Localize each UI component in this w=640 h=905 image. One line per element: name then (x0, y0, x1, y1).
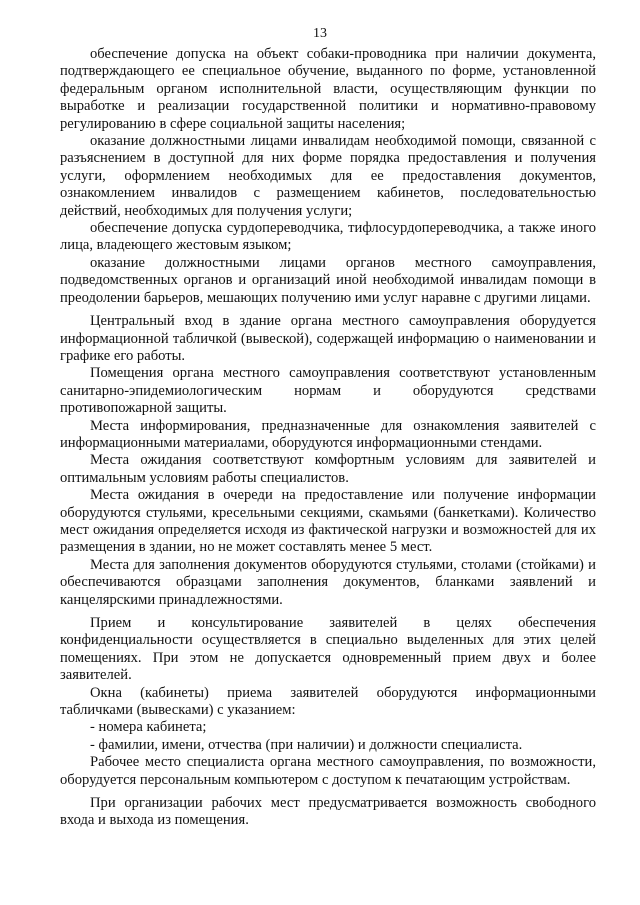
paragraph-reception-consultation: Прием и консультирование заявителей в целях обеспечения конфиденциальности осуществляется в специально выделенных для этих целей помещениях. При этом не допускается одновременный прием двух и более заявителей. (60, 615, 596, 684)
paragraph-reception-windows: Окна (кабинеты) приема заявителей оборудуются информационными табличками (вывесками) с указанием: (60, 684, 596, 719)
list-item-specialist-name: - фамилии, имени, отчества (при наличии) и должности специалиста. (90, 736, 523, 753)
paragraph-entrance-sign: Центральный вход в здание органа местного самоуправления оборудуется информационной табличкой (вывеской), содержащей информацию о наименовании и графике его работы. (60, 313, 596, 364)
list-item-room-number: - номера кабинета; (90, 719, 207, 736)
paragraph-queue-waiting: Места ожидания в очереди на предоставление или получение информации оборудуются стульями, кресельными секциями, скамьями (банкетками). Количество мест ожидания определяется исходя из фактической нагрузки и возможностей для их размещения в здании, но не может составлять менее 5 мест. (60, 487, 596, 556)
paragraph-barrier-assistance: оказание должностными лицами органов местного самоуправления, подведомственных органов и организаций иной необходимой инвалидам помощи в преодолении барьеров, мешающих получению ими услуг наравне с другими лицами. (60, 254, 596, 306)
paragraph-document-filling: Места для заполнения документов оборудуются стульями, столами (стойками) и обеспечиваются образцами заполнения документов, бланками заявлений и канцелярскими принадлежностями. (60, 556, 596, 608)
page-number: 13 (313, 26, 327, 41)
paragraph-sign-language-interpreter: обеспечение допуска сурдопереводчика, тифлосурдопереводчика, а также иного лица, владеющего жестовым языком; (60, 220, 596, 254)
paragraph-information-places: Места информирования, предназначенные для ознакомления заявителей с информационными материалами, оборудуются информационными стендами. (60, 417, 596, 451)
paragraph-workplace-computer: Рабочее место специалиста органа местного самоуправления, по возможности, оборудуется персональным компьютером с доступом к печатающим устройствам. (60, 754, 596, 788)
paragraph-free-access: При организации рабочих мест предусматривается возможность свободного входа и выхода из помещения. (60, 795, 596, 829)
paragraph-assistance-explanation: оказание должностными лицами инвалидам необходимой помощи, связанной с разъяснением в доступной для них форме порядка предоставления и получения услуги, оформлением необходимых для ее предоставления документов, ознакомлением инвалидов с размещением кабинетов, последовательностью действий, необходимых для получения услуги; (60, 133, 596, 219)
document-body (60, 46, 596, 830)
paragraph-premises-standards: Помещения органа местного самоуправления соответствуют установленным санитарно-эпидемиологическим нормам и оборудуются средствами противопожарной защиты. (60, 365, 596, 417)
paragraph-waiting-places: Места ожидания соответствуют комфортным условиям для заявителей и оптимальным условиям работы специалистов. (60, 452, 596, 486)
paragraph-guide-dog-access: обеспечение допуска на объект собаки-проводника при наличии документа, подтверждающего ее специальное обучение, выданного по форме, установленной федеральным органом исполнительной власти, осуществляющим функции по выработке и реализации государственной политики и нормативно-правовому регулированию в сфере социальной защиты населения; (60, 46, 596, 132)
